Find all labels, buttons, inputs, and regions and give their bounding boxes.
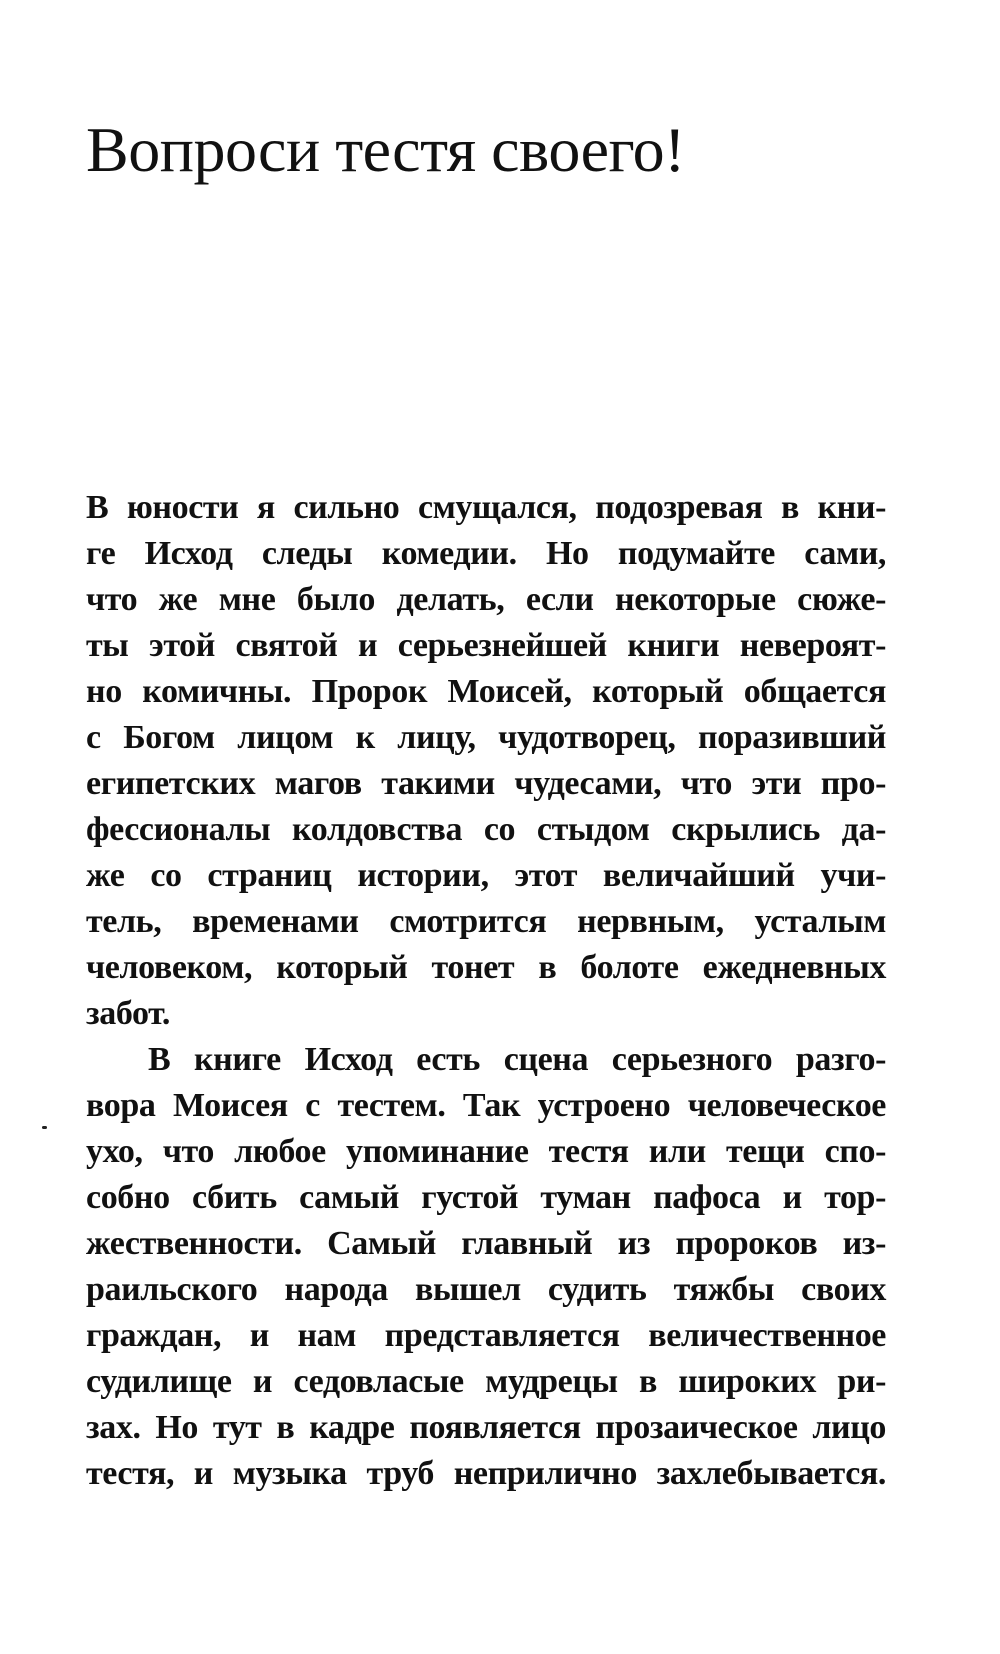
text-line: фессионалы колдовства со стыдом скрылись да- xyxy=(86,811,886,848)
text-line: зах. Но тут в кадре появляется прозаическое лицо xyxy=(86,1409,886,1446)
text-line: граждан, и нам представляется величественное xyxy=(86,1317,886,1354)
text-line: тестя, и музыка труб неприлично захлебывается. xyxy=(86,1455,886,1492)
text-line: раильского народа вышел судить тяжбы своих xyxy=(86,1271,886,1308)
scan-speck xyxy=(42,1126,47,1129)
paragraph-1 xyxy=(86,485,886,1037)
text-line: судилище и седовласые мудрецы в широких ри- xyxy=(86,1363,886,1400)
text-line: тель, временами смотрится нервным, усталым xyxy=(86,903,886,940)
text-line: ты этой святой и серьезнейшей книги невероят- xyxy=(86,627,886,664)
text-line: ге Исход следы комедии. Но подумайте сами, xyxy=(86,535,886,572)
text-line: с Богом лицом к лицу, чудотворец, поразивший xyxy=(86,719,886,756)
paragraph-2 xyxy=(86,1037,886,1497)
text-line: что же мне было делать, если некоторые сюже- xyxy=(86,581,886,618)
text-line: В юности я сильно смущался, подозревая в кни- xyxy=(86,489,886,526)
text-line: вора Моисея с тестем. Так устроено человеческое xyxy=(86,1087,886,1124)
text-line: египетских магов такими чудесами, что эти про- xyxy=(86,765,886,802)
text-line: жественности. Самый главный из пророков из- xyxy=(86,1225,886,1262)
text-line: человеком, который тонет в болоте ежедневных xyxy=(86,949,886,986)
text-line: забот. xyxy=(86,995,171,1032)
chapter-title: Вопроси тестя своего! xyxy=(86,114,685,185)
text-line: но комичны. Пророк Моисей, который общается xyxy=(86,673,886,710)
text-line: же со страниц истории, этот величайший учи- xyxy=(86,857,886,894)
text-line: собно сбить самый густой туман пафоса и тор- xyxy=(86,1179,886,1216)
text-line: В книге Исход есть сцена серьезного разго- xyxy=(148,1041,886,1078)
text-line: ухо, что любое упоминание тестя или тещи спо- xyxy=(86,1133,886,1170)
body-text xyxy=(86,485,886,1497)
